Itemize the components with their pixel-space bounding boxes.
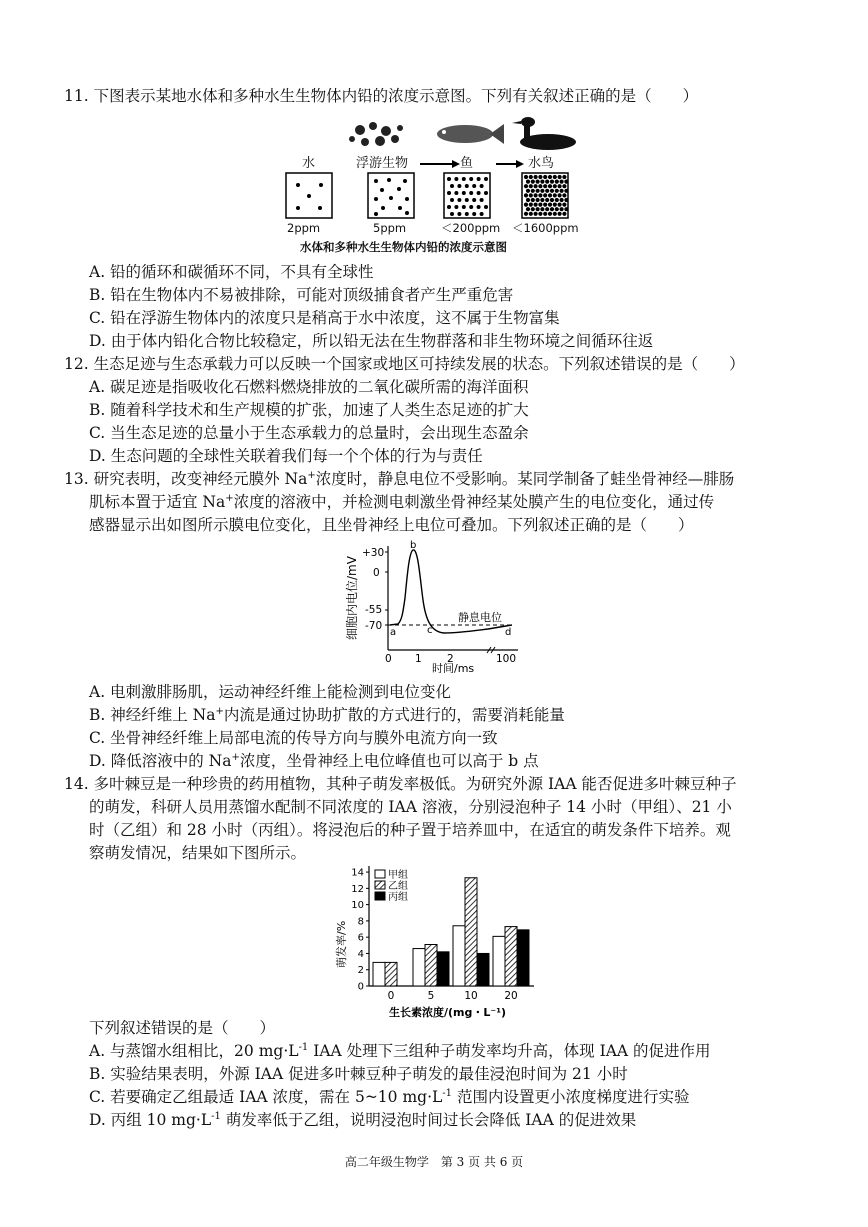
q14-stem-line1: 14. 多叶棘豆是一种珍贵的药用植物，其种子萌发率极低。为研究外源 IAA 能否促进多叶棘豆种子: [64, 775, 737, 793]
y-tick-label: 10: [351, 900, 364, 912]
q11-option-c: C. 铅在浮游生物体内的浓度只是稍高于水中浓度，这不属于生物富集: [89, 309, 560, 327]
ytick-plus30: +30: [362, 547, 385, 559]
point-c: c: [427, 625, 433, 636]
y-tick-label: 8: [357, 916, 364, 928]
arrow-icon: [420, 160, 460, 168]
legend-swatch: [375, 881, 385, 889]
box-plankton: [368, 173, 414, 218]
y-tick-label: 14: [351, 867, 364, 879]
bar-乙组-20: [505, 927, 517, 986]
x-tick-label: 5: [427, 990, 435, 1002]
fish-icon: [437, 124, 504, 144]
bar-丙组-10: [477, 953, 489, 986]
legend-label: 甲组: [388, 870, 408, 881]
organism-illustrations: [340, 112, 580, 157]
q13-stem-line3: 感器显示出如图所示膜电位变化，且坐骨神经上电位可叠加。下列叙述正确的是（ ）: [89, 516, 694, 534]
legend-label: 乙组: [388, 881, 408, 892]
q12-option-a: A. 碳足迹是指吸收化石燃料燃烧排放的二氧化碳所需的海洋面积: [89, 378, 529, 396]
q12-option-d: D. 生态问题的全球性关联着我们每一个个体的行为与责任: [89, 447, 483, 465]
q12-stem: 12. 生态足迹与生态承载力可以反映一个国家或地区可持续发展的状态。下列叙述错误的是（ ）: [64, 355, 745, 373]
y-tick-label: 12: [351, 883, 364, 895]
point-d: d: [505, 627, 512, 638]
bar-丙组-20: [517, 930, 529, 986]
q12-option-b: B. 随着科学技术和生产规模的扩张，加速了人类生态足迹的扩大: [89, 401, 529, 419]
bar-甲组-0: [373, 962, 385, 986]
x-tick-label: 20: [504, 990, 518, 1002]
water-bird-icon: [512, 117, 576, 150]
box-fish: [444, 173, 490, 218]
graph-xlabel: 时间/ms: [432, 662, 475, 673]
value-water-bird: ＜1600ppm: [512, 221, 579, 235]
bar-甲组-5: [413, 949, 425, 986]
arrow-icon: [496, 160, 524, 168]
point-b: b: [410, 540, 417, 551]
x-tick-label: 0: [387, 990, 395, 1002]
y-tick-label: 0: [357, 981, 364, 993]
value-fish: ＜200ppm: [441, 221, 501, 235]
germination-bar-chart: [325, 858, 540, 1023]
value-plankton: 5ppm: [373, 221, 407, 235]
resting-potential-label: 静息电位: [458, 611, 502, 624]
label-fish: 鱼: [460, 156, 474, 171]
concentration-boxes: [284, 172, 584, 220]
bar-乙组-10: [465, 878, 477, 986]
label-plankton: 浮游生物: [356, 156, 409, 171]
q14-question: 下列叙述错误的是（ ）: [89, 1019, 276, 1037]
xtick-2: 2: [447, 653, 454, 665]
q11-option-a: A. 铅的循环和碳循环不同，不具有全球性: [89, 263, 374, 281]
q14-stem-line3: 时（乙组）和 28 小时（丙组）。将浸泡后的种子置于培养皿中，在适宜的萌发条件下培养。观: [89, 821, 731, 839]
q14-stem-line2: 的萌发，科研人员用蒸馏水配制不同浓度的 IAA 溶液，分别浸泡种子 14 小时（甲组）、21 小: [89, 798, 732, 816]
box-water: [286, 173, 332, 218]
q11-option-d: D. 由于体内铅化合物比较稳定，所以铅无法在生物群落和非生物环境之间循环往返: [89, 332, 654, 350]
bar-丙组-5: [437, 952, 449, 986]
q14-option-c: C. 若要确定乙组最适 IAA 浓度，需在 5~10 $mg\cdot L^{-1}$ 范围内设置更小浓度梯度进行实验: [89, 1087, 690, 1106]
xtick-1: 1: [415, 653, 422, 665]
q13-stem-line2: 肌标本置于适宜 Na+浓度的溶液中，并检测电刺激坐骨神经某处膜产生的电位变化，通过传: [89, 492, 715, 511]
figure-caption: 水体和多种水生生物体内铅的浓度示意图: [300, 240, 507, 254]
y-tick-label: 2: [357, 965, 364, 977]
q13-option-b: B. 神经纤维上 Na+内流是通过协助扩散的方式进行的，需要消耗能量: [89, 705, 565, 724]
bar-乙组-5: [425, 944, 437, 986]
graph-ylabel: 细胞内电位/mV: [345, 556, 359, 640]
q13-option-a: A. 电刺激腓肠肌，运动神经纤维上能检测到电位变化: [89, 683, 452, 701]
bar-甲组-20: [493, 936, 505, 986]
legend-swatch: [375, 870, 385, 878]
q14-option-b: B. 实验结果表明，外源 IAA 促进多叶棘豆种子萌发的最佳浸泡时间为 21 小时: [89, 1065, 628, 1083]
bar-甲组-10: [453, 926, 465, 986]
y-tick-label: 4: [357, 948, 364, 960]
q14-option-d: D. 丙组 10 $mg\cdot L^{-1}$ 萌发率低于乙组，说明浸泡时间过长会降低 IAA 的促进效果: [89, 1110, 637, 1129]
xtick-100: 100: [496, 653, 517, 665]
q13-option-d: D. 降低溶液中的 Na+浓度，坐骨神经上电位峰值也可以高于 b 点: [89, 751, 539, 770]
food-chain-arrows: [418, 157, 528, 171]
q14-option-a: A. 与蒸馏水组相比，20 $mg\cdot L^{-1}$ IAA 处理下三组种子萌发率均升高，体现 IAA 的促进作用: [89, 1041, 711, 1060]
chart-ylabel: 萌发率/%: [335, 920, 348, 968]
page-footer: 高二年级生物学 第 3 页 共 6 页: [344, 1155, 524, 1169]
point-a: a: [390, 627, 397, 638]
label-water-bird: 水鸟: [528, 156, 555, 171]
q12-option-c: C. 当生态足迹的总量小于生态承载力的总量时，会出现生态盈余: [89, 424, 529, 442]
xtick-0: 0: [385, 653, 392, 665]
plankton-icon: [349, 122, 403, 146]
legend-label: 丙组: [388, 892, 408, 903]
box-water-bird: [522, 173, 569, 218]
q11-stem: 11. 下图表示某地水体和多种水生生物体内铅的浓度示意图。下列有关叙述正确的是（ ）: [64, 87, 699, 105]
ytick-minus70: -70: [365, 620, 383, 632]
legend-swatch: [375, 892, 385, 900]
x-tick-label: 10: [464, 990, 478, 1002]
ytick-minus55: -55: [365, 604, 383, 616]
q11-option-b: B. 铅在生物体内不易被排除，可能对顶级捕食者产生严重危害: [89, 286, 514, 304]
label-water: 水: [302, 156, 316, 171]
q13-option-c: C. 坐骨神经纤维上局部电流的传导方向与膜外电流方向一致: [89, 729, 498, 747]
value-water: 2ppm: [287, 221, 321, 235]
membrane-potential-graph: [340, 538, 530, 673]
chart-xlabel: 生长素浓度/(mg・L⁻¹): [389, 1006, 507, 1019]
bar-乙组-0: [385, 962, 397, 986]
q14-stem-line4: 察萌发情况，结果如下图所示。: [89, 844, 307, 862]
y-tick-label: 6: [357, 932, 364, 944]
ytick-0: 0: [373, 567, 380, 579]
q13-stem-line1: 13. 研究表明，改变神经元膜外 Na+浓度时，静息电位不受影响。某同学制备了蛙坐骨神经—腓肠: [64, 469, 735, 488]
